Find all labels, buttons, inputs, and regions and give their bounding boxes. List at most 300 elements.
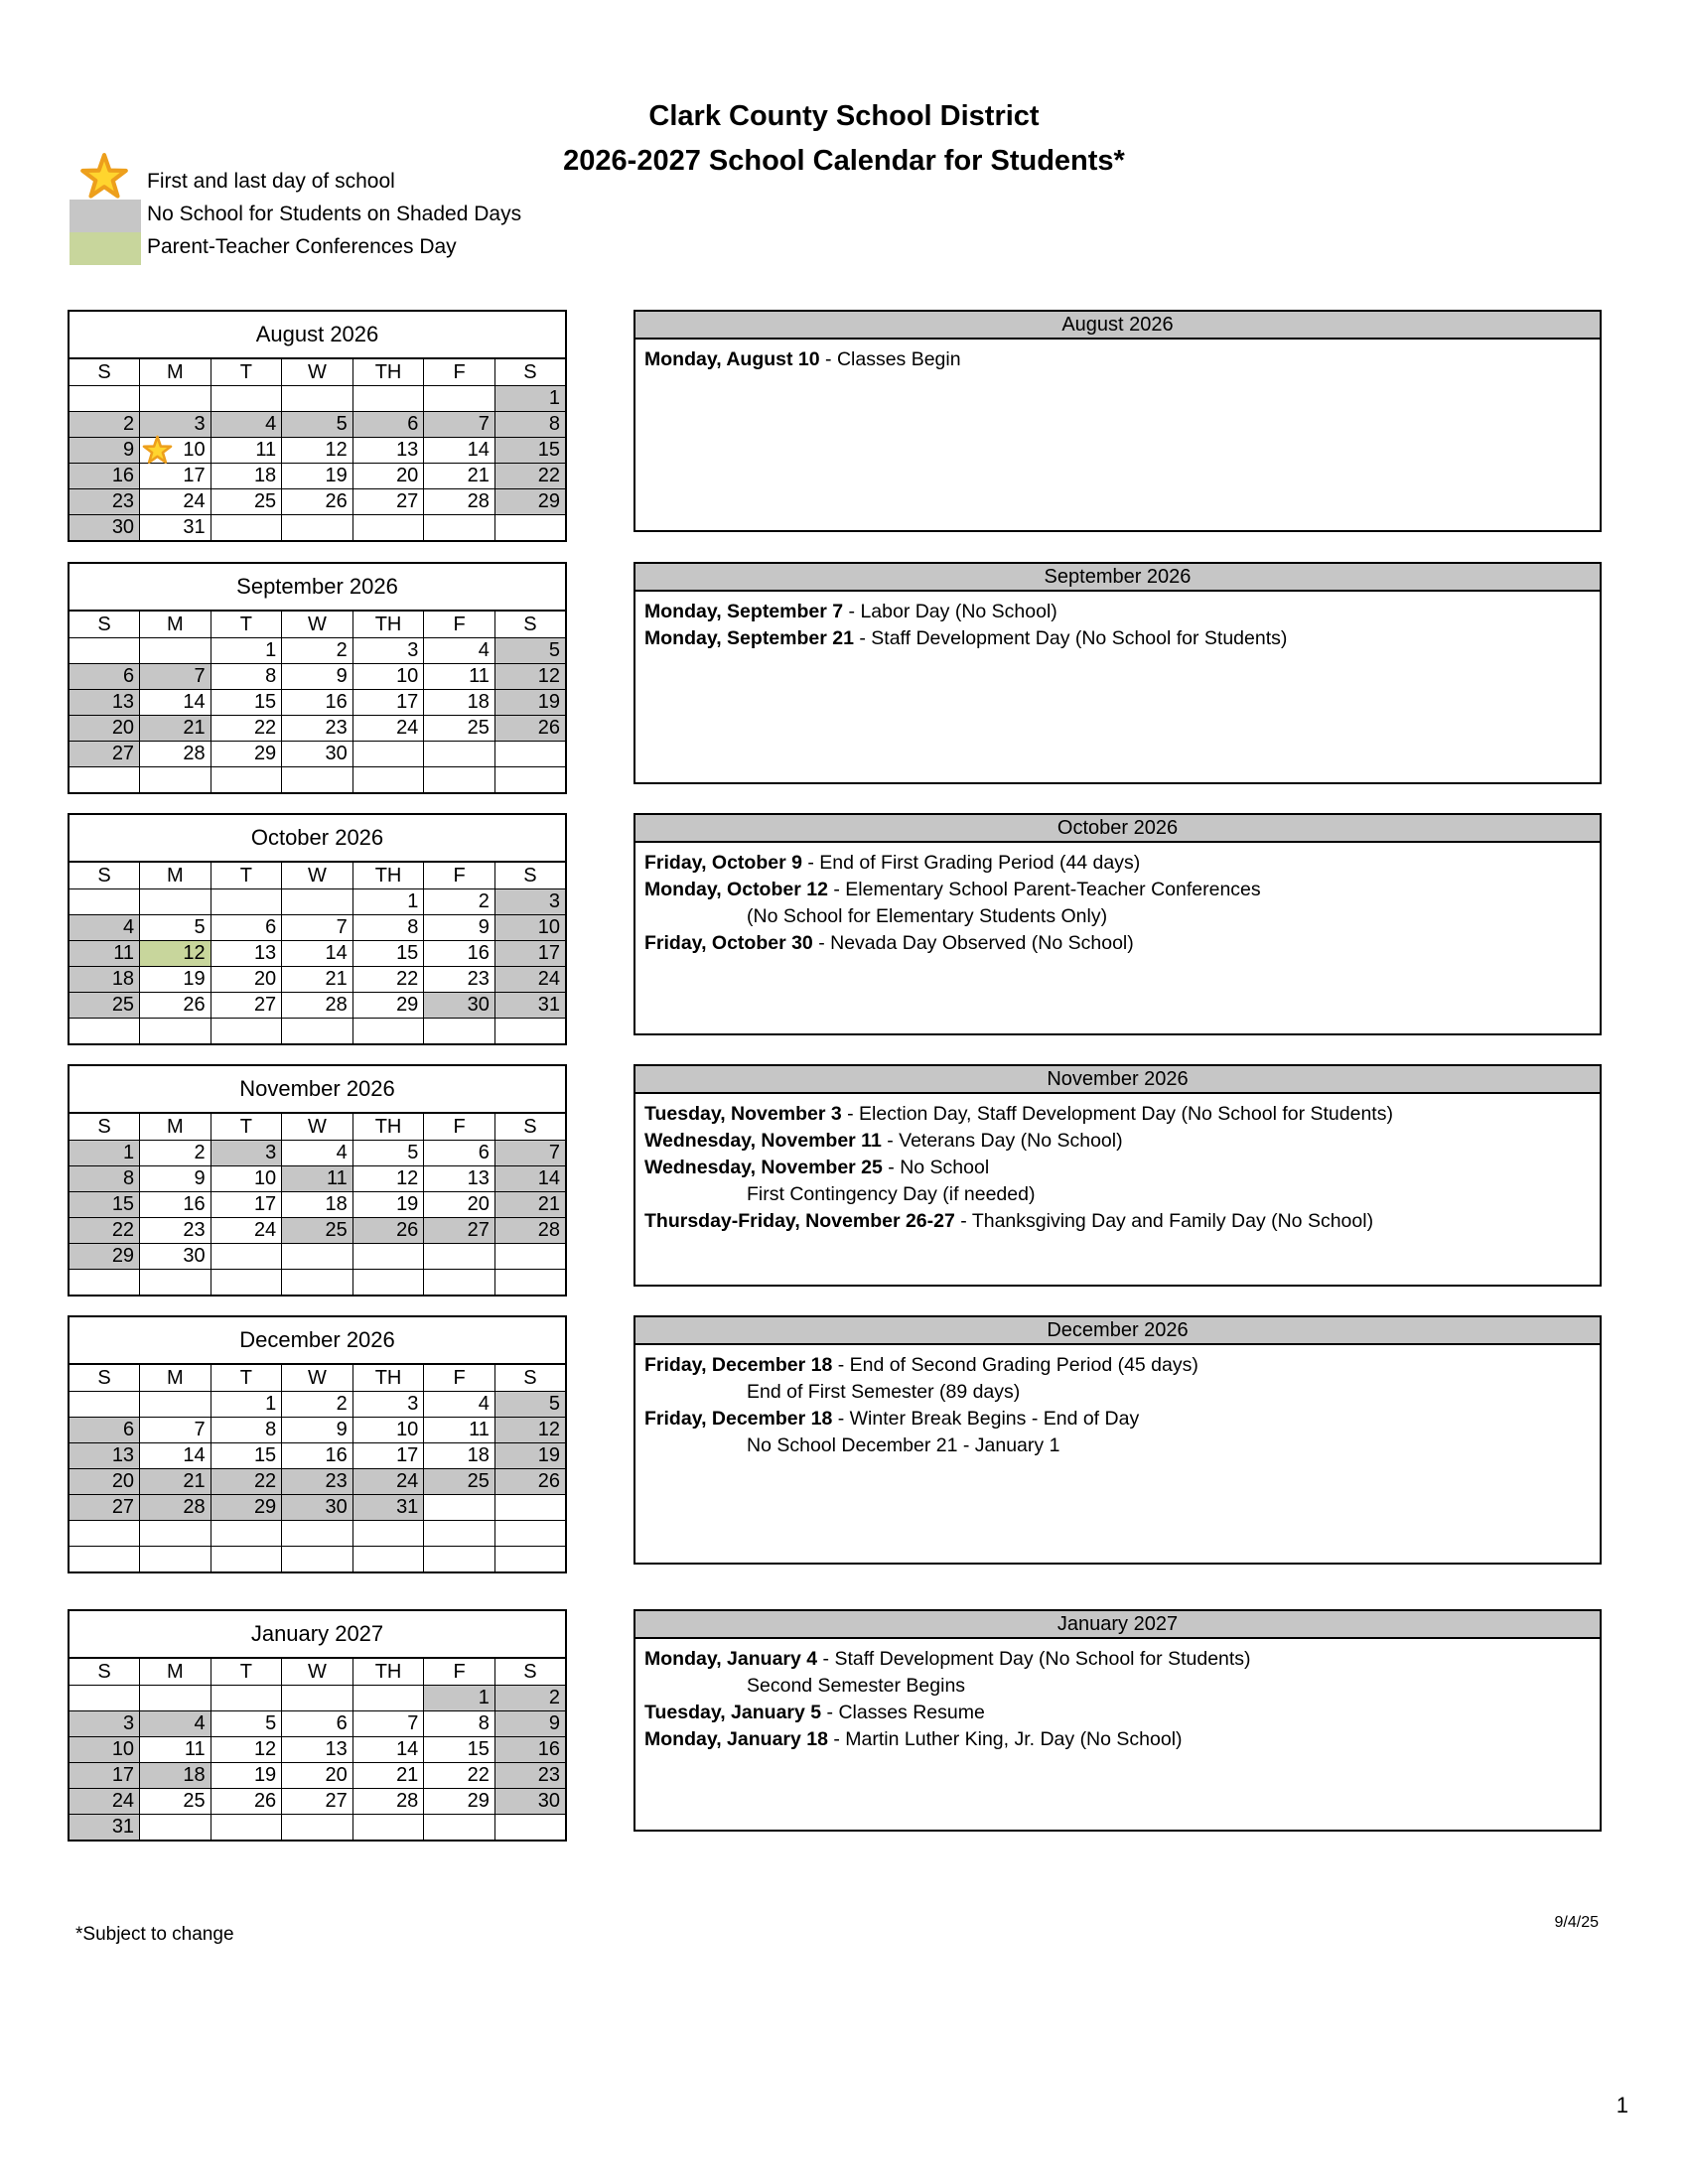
day-number: 24 [111, 1790, 135, 1812]
event-line: Monday, January 4 - Staff Development Day (No School for Students) [644, 1648, 1251, 1670]
day-cell [282, 1711, 353, 1737]
day-number: 24 [183, 490, 206, 512]
empty-day-cell [211, 1815, 282, 1842]
day-cell [494, 690, 566, 716]
day-cell [282, 1789, 353, 1815]
event-line: Friday, October 9 - End of First Grading Period (44 days) [644, 852, 1141, 874]
day-number: 20 [111, 717, 135, 739]
day-cell [424, 889, 495, 915]
day-number: 28 [467, 490, 490, 512]
calendar-table-december-2026 [68, 1315, 567, 1573]
day-cell [352, 438, 424, 464]
day-number: 20 [396, 465, 419, 486]
day-number: 10 [396, 665, 419, 687]
day-cell [282, 716, 353, 742]
event-line: Tuesday, November 3 - Election Day, Staff Development Day (No School for Students) [644, 1103, 1393, 1125]
day-cell [352, 1737, 424, 1763]
day-of-week-header: F [424, 611, 495, 638]
day-number: 8 [548, 413, 560, 435]
day-cell [140, 915, 211, 941]
day-of-week-header: TH [352, 358, 424, 386]
event-date: Tuesday, November 3 [644, 1103, 842, 1125]
empty-day-cell [69, 1270, 140, 1297]
day-cell [211, 412, 282, 438]
empty-day-cell [140, 1686, 211, 1711]
day-number: 5 [548, 639, 560, 661]
day-of-week-header: M [140, 1658, 211, 1686]
day-number: 1 [478, 1687, 490, 1708]
day-cell [140, 438, 211, 464]
events-october-2026 [633, 813, 1602, 1035]
day-number: 26 [183, 994, 206, 1016]
day-cell [282, 1141, 353, 1166]
day-cell [69, 941, 140, 967]
day-number: 6 [265, 916, 277, 938]
day-cell [211, 1495, 282, 1521]
empty-day-cell [211, 1270, 282, 1297]
day-number: 7 [407, 1712, 419, 1734]
empty-day-cell [282, 767, 353, 794]
day-number: 29 [396, 994, 419, 1016]
day-number: 5 [407, 1142, 419, 1163]
day-number: 23 [111, 490, 135, 512]
day-of-week-header: S [69, 611, 140, 638]
day-number: 27 [111, 1496, 135, 1518]
day-cell [424, 1763, 495, 1789]
day-number: 1 [265, 1393, 277, 1415]
day-of-week-header: S [69, 862, 140, 889]
day-of-week-header: TH [352, 862, 424, 889]
day-cell [352, 1763, 424, 1789]
empty-day-cell [424, 767, 495, 794]
empty-day-cell [282, 1244, 353, 1270]
day-cell [140, 515, 211, 542]
day-number: 24 [396, 1470, 419, 1492]
day-of-week-header: T [211, 1364, 282, 1392]
day-cell [352, 1789, 424, 1815]
day-cell [352, 664, 424, 690]
day-cell [424, 1469, 495, 1495]
month-title: November 2026 [69, 1065, 566, 1113]
day-cell [211, 716, 282, 742]
legend-conference-label: Parent-Teacher Conferences Day [147, 235, 457, 258]
event-continuation-line: First Contingency Day (if needed) [747, 1183, 1036, 1205]
day-cell [140, 742, 211, 767]
day-cell [140, 1166, 211, 1192]
day-cell [424, 993, 495, 1019]
day-cell [69, 993, 140, 1019]
day-number: 19 [253, 1764, 277, 1786]
day-cell [211, 438, 282, 464]
day-number: 8 [407, 916, 419, 938]
day-cell [352, 464, 424, 489]
day-cell [494, 1686, 566, 1711]
empty-day-cell [424, 1244, 495, 1270]
day-number: 11 [113, 942, 135, 964]
day-number: 12 [325, 439, 348, 461]
calendar-table-january-2027 [68, 1609, 567, 1842]
empty-day-cell [211, 515, 282, 542]
empty-day-cell [352, 742, 424, 767]
empty-day-cell [140, 638, 211, 664]
day-number: 16 [325, 1444, 348, 1466]
calendar-table-august-2026 [68, 310, 567, 542]
day-cell [69, 716, 140, 742]
star-icon [79, 152, 129, 202]
day-cell [69, 1737, 140, 1763]
day-cell [211, 1443, 282, 1469]
day-cell [282, 489, 353, 515]
day-number: 1 [407, 890, 419, 912]
day-number: 28 [325, 994, 348, 1016]
empty-day-cell [211, 386, 282, 412]
day-of-week-header: TH [352, 611, 424, 638]
day-cell [494, 993, 566, 1019]
day-cell [424, 1686, 495, 1711]
day-number: 23 [325, 717, 348, 739]
event-box-body [635, 1345, 1600, 1466]
day-cell [69, 967, 140, 993]
day-cell [69, 1141, 140, 1166]
day-cell [69, 1763, 140, 1789]
day-number: 3 [407, 639, 419, 661]
empty-day-cell [424, 1495, 495, 1521]
day-number: 26 [253, 1790, 277, 1812]
day-of-week-header: W [282, 1113, 353, 1141]
day-of-week-header: TH [352, 1658, 424, 1686]
empty-day-cell [282, 1270, 353, 1297]
day-number: 21 [183, 717, 206, 739]
day-number: 31 [183, 516, 206, 538]
event-line: Tuesday, January 5 - Classes Resume [644, 1702, 985, 1723]
calendar-october-2026 [68, 813, 567, 1045]
day-of-week-header: T [211, 1113, 282, 1141]
day-cell [282, 742, 353, 767]
day-cell [352, 1469, 424, 1495]
day-number: 2 [336, 1393, 348, 1415]
empty-day-cell [140, 1521, 211, 1547]
day-number: 15 [467, 1738, 490, 1760]
district-name: Clark County School District [648, 100, 1040, 132]
event-line: Monday, August 10 - Classes Begin [644, 348, 961, 370]
day-cell [140, 1192, 211, 1218]
day-of-week-header: F [424, 1658, 495, 1686]
day-of-week-header: T [211, 358, 282, 386]
day-cell [211, 690, 282, 716]
day-cell [282, 1763, 353, 1789]
calendar-table-september-2026 [68, 562, 567, 794]
day-cell [494, 1166, 566, 1192]
day-of-week-header: T [211, 1658, 282, 1686]
day-cell [424, 967, 495, 993]
day-number: 12 [396, 1167, 419, 1189]
day-cell [69, 1418, 140, 1443]
day-number: 21 [396, 1764, 419, 1786]
day-number: 29 [111, 1245, 135, 1267]
day-cell [494, 1392, 566, 1418]
day-number: 7 [336, 916, 348, 938]
day-number: 13 [467, 1167, 490, 1189]
day-number: 22 [537, 465, 560, 486]
day-cell [211, 1218, 282, 1244]
day-cell [424, 1789, 495, 1815]
empty-day-cell [69, 1686, 140, 1711]
day-number: 21 [325, 968, 348, 990]
day-cell [69, 1789, 140, 1815]
day-cell [352, 716, 424, 742]
day-number: 11 [469, 665, 490, 687]
day-number: 25 [253, 490, 277, 512]
day-cell [424, 638, 495, 664]
day-cell [140, 716, 211, 742]
event-box-body [635, 1094, 1600, 1242]
day-number: 6 [407, 413, 419, 435]
day-number: 6 [122, 665, 135, 687]
day-number: 21 [183, 1470, 206, 1492]
day-number: 9 [122, 439, 135, 461]
day-number: 1 [122, 1142, 135, 1163]
day-cell [282, 1166, 353, 1192]
day-cell [69, 489, 140, 515]
day-number: 19 [325, 465, 348, 486]
day-number: 29 [537, 490, 560, 512]
day-cell [494, 1218, 566, 1244]
day-of-week-header: M [140, 1364, 211, 1392]
day-number: 23 [537, 1764, 560, 1786]
day-cell [69, 1815, 140, 1842]
event-line: Monday, September 7 - Labor Day (No School) [644, 601, 1057, 622]
day-number: 2 [336, 639, 348, 661]
day-cell [494, 1141, 566, 1166]
event-date: Wednesday, November 25 [644, 1157, 883, 1178]
day-cell [494, 412, 566, 438]
empty-day-cell [494, 1815, 566, 1842]
day-cell [282, 1737, 353, 1763]
day-number: 20 [467, 1193, 490, 1215]
day-number: 19 [396, 1193, 419, 1215]
day-number: 18 [467, 1444, 490, 1466]
day-cell [69, 438, 140, 464]
day-number: 17 [396, 1444, 419, 1466]
day-cell [69, 1443, 140, 1469]
month-title: December 2026 [69, 1316, 566, 1364]
event-date: Monday, September 7 [644, 601, 844, 622]
day-cell [211, 967, 282, 993]
empty-day-cell [352, 767, 424, 794]
day-cell [424, 412, 495, 438]
empty-day-cell [424, 1521, 495, 1547]
calendar-november-2026 [68, 1064, 567, 1297]
day-number: 23 [325, 1470, 348, 1492]
empty-day-cell [140, 1547, 211, 1573]
day-number: 4 [194, 1712, 206, 1734]
empty-day-cell [424, 1270, 495, 1297]
day-cell [211, 915, 282, 941]
day-number: 10 [537, 916, 560, 938]
day-cell [282, 1218, 353, 1244]
day-cell [424, 716, 495, 742]
day-of-week-header: S [494, 1113, 566, 1141]
day-number: 12 [537, 1419, 560, 1440]
day-cell [140, 1737, 211, 1763]
day-number: 11 [326, 1167, 348, 1189]
day-cell [494, 464, 566, 489]
day-cell [424, 489, 495, 515]
day-cell [424, 1392, 495, 1418]
day-cell [69, 515, 140, 542]
day-cell [494, 1789, 566, 1815]
day-number: 14 [467, 439, 490, 461]
day-of-week-header: S [494, 611, 566, 638]
day-number: 30 [325, 1496, 348, 1518]
day-cell [282, 941, 353, 967]
day-number: 27 [111, 743, 135, 764]
empty-day-cell [494, 767, 566, 794]
day-cell [211, 1763, 282, 1789]
day-cell [140, 412, 211, 438]
day-cell [424, 1141, 495, 1166]
event-date: Friday, October 30 [644, 932, 813, 954]
day-cell [424, 690, 495, 716]
empty-day-cell [69, 767, 140, 794]
event-date: Monday, August 10 [644, 348, 820, 370]
day-cell [494, 716, 566, 742]
calendar-december-2026 [68, 1315, 567, 1573]
day-number: 25 [467, 1470, 490, 1492]
footnote: *Subject to change [75, 1924, 234, 1945]
empty-day-cell [69, 1521, 140, 1547]
day-number: 16 [467, 942, 490, 964]
day-number: 7 [478, 413, 490, 435]
day-cell [494, 915, 566, 941]
day-cell [352, 1218, 424, 1244]
day-cell [424, 1737, 495, 1763]
day-number: 21 [467, 465, 490, 486]
event-line: Monday, January 18 - Martin Luther King, Jr. Day (No School) [644, 1728, 1183, 1750]
day-cell [211, 638, 282, 664]
empty-day-cell [211, 1521, 282, 1547]
day-number: 2 [478, 890, 490, 912]
day-of-week-header: W [282, 1364, 353, 1392]
day-number: 17 [183, 465, 206, 486]
day-of-week-header: W [282, 862, 353, 889]
day-cell [352, 915, 424, 941]
event-box-header: September 2026 [635, 564, 1600, 592]
day-number: 16 [183, 1193, 206, 1215]
month-title: September 2026 [69, 563, 566, 611]
day-cell [352, 993, 424, 1019]
day-number: 24 [537, 968, 560, 990]
day-number: 10 [111, 1738, 135, 1760]
day-number: 30 [467, 994, 490, 1016]
legend-star-label: First and last day of school [147, 170, 395, 193]
day-number: 2 [122, 413, 135, 435]
event-date: Friday, December 18 [644, 1408, 833, 1430]
day-cell [211, 1737, 282, 1763]
event-line: Wednesday, November 11 - Veterans Day (No School) [644, 1130, 1123, 1152]
day-cell [140, 993, 211, 1019]
day-number: 3 [122, 1712, 135, 1734]
day-number: 27 [396, 490, 419, 512]
day-number: 29 [253, 1496, 277, 1518]
day-cell [494, 386, 566, 412]
day-number: 1 [548, 387, 560, 409]
empty-day-cell [69, 1019, 140, 1045]
event-box-body [635, 340, 1600, 380]
day-number: 16 [537, 1738, 560, 1760]
day-cell [282, 664, 353, 690]
day-number: 12 [537, 665, 560, 687]
day-of-week-header: S [69, 1113, 140, 1141]
day-number: 15 [537, 439, 560, 461]
day-number: 26 [537, 717, 560, 739]
no-school-legend-swatch [70, 200, 141, 232]
day-cell [352, 1495, 424, 1521]
day-cell [352, 941, 424, 967]
event-continuation-line: Second Semester Begins [747, 1675, 966, 1697]
day-number: 17 [111, 1764, 135, 1786]
day-number: 9 [478, 916, 490, 938]
day-number: 13 [325, 1738, 348, 1760]
day-cell [69, 464, 140, 489]
day-of-week-header: TH [352, 1113, 424, 1141]
day-number: 4 [478, 1393, 490, 1415]
day-cell [140, 1789, 211, 1815]
calendar-table-november-2026 [68, 1064, 567, 1297]
day-of-week-header: S [69, 358, 140, 386]
day-cell [282, 1469, 353, 1495]
day-number: 8 [478, 1712, 490, 1734]
empty-day-cell [211, 1019, 282, 1045]
day-cell [282, 1443, 353, 1469]
empty-day-cell [282, 1547, 353, 1573]
day-number: 29 [253, 743, 277, 764]
day-number: 7 [194, 665, 206, 687]
day-cell [282, 638, 353, 664]
empty-day-cell [140, 889, 211, 915]
day-cell [494, 638, 566, 664]
event-date: Monday, September 21 [644, 627, 854, 649]
day-number: 20 [253, 968, 277, 990]
day-cell [211, 941, 282, 967]
empty-day-cell [494, 742, 566, 767]
day-number: 23 [183, 1219, 206, 1241]
day-number: 19 [537, 691, 560, 713]
empty-day-cell [211, 1547, 282, 1573]
day-number: 13 [111, 1444, 135, 1466]
day-number: 18 [183, 1764, 206, 1786]
event-date: Monday, October 12 [644, 879, 828, 900]
day-cell [282, 993, 353, 1019]
empty-day-cell [282, 1019, 353, 1045]
day-cell [282, 464, 353, 489]
day-cell [424, 664, 495, 690]
day-cell [69, 412, 140, 438]
event-date: Monday, January 4 [644, 1648, 818, 1670]
day-number: 11 [255, 439, 277, 461]
day-cell [69, 915, 140, 941]
day-cell [424, 1192, 495, 1218]
day-number: 7 [548, 1142, 560, 1163]
day-cell [494, 1418, 566, 1443]
day-number: 16 [325, 691, 348, 713]
day-number: 30 [537, 1790, 560, 1812]
event-date: Thursday-Friday, November 26-27 [644, 1210, 955, 1232]
day-number: 18 [325, 1193, 348, 1215]
empty-day-cell [424, 1019, 495, 1045]
event-line: Monday, October 12 - Elementary School Parent-Teacher Conferences [644, 879, 1261, 900]
event-date: Friday, December 18 [644, 1354, 833, 1376]
